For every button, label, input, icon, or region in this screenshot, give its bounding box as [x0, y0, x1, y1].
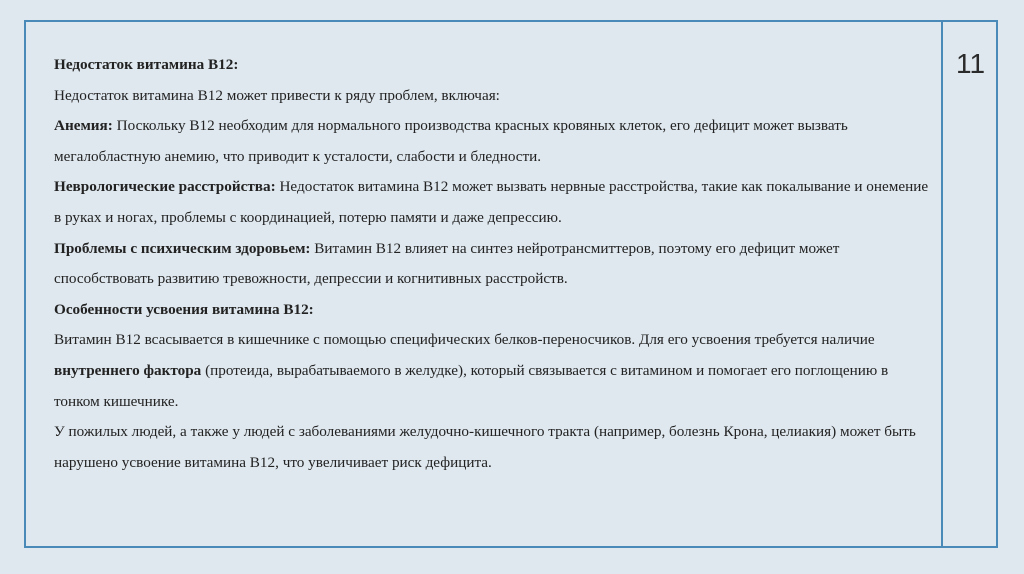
slide-content — [54, 50, 934, 478]
item-mental-health — [54, 234, 934, 295]
item-anemia-term: Анемия: — [54, 117, 113, 135]
absorption-part2: (протеида, вырабатываемого в желудке), который связывается с витамином и помогает его поглощению в тонком кишечнике. — [54, 361, 889, 410]
intro-paragraph: Недостаток витамина B12 может привести к ряду проблем, включая: — [54, 86, 500, 104]
item-neurological — [54, 172, 934, 233]
heading-absorption-text: Особенности усвоения витамина B12: — [54, 300, 314, 318]
item-neurological-text: Недостаток витамина B12 может вызвать нервные расстройства, такие как покалывание и онемение в руках и ногах, проблемы с координацией, потерю памяти и даже депрессию. — [54, 178, 929, 226]
heading-absorption — [54, 295, 934, 326]
slide-number: 11 — [955, 48, 986, 79]
absorption-part1: Витамин B12 всасывается в кишечнике с помощью специфических белков-переносчиков. Для его усвоения требуется наличие — [54, 331, 875, 349]
item-anemia-text: Поскольку B12 необходим для нормального производства красных кровяных клеток, его дефицит может вызвать мегалобластную анемию, что приводит к усталости, слабости и бледности. — [54, 117, 848, 165]
frame-divider — [941, 20, 943, 548]
item-anemia — [54, 111, 934, 172]
absorption-bold: внутреннего фактора — [54, 361, 202, 379]
absorption-paragraph — [54, 325, 934, 417]
item-neurological-term: Неврологические расстройства: — [54, 178, 276, 196]
item-mental-health-term: Проблемы с психическим здоровьем: — [54, 239, 311, 257]
elderly-paragraph: У пожилых людей, а также у людей с заболеваниями желудочно-кишечного тракта (например, болезнь Крона, целиакия) может быть нарушено усвоение витамина B12, что увеличивает риск дефицита. — [54, 423, 916, 471]
heading-deficiency-text: Недостаток витамина B12: — [54, 56, 239, 73]
heading-deficiency — [54, 50, 934, 81]
item-mental-health-text: Витамин B12 влияет на синтез нейротрансмиттеров, поэтому его дефицит может способствовать развитию тревожности, депрессии и когнитивных расстройств. — [54, 239, 840, 288]
